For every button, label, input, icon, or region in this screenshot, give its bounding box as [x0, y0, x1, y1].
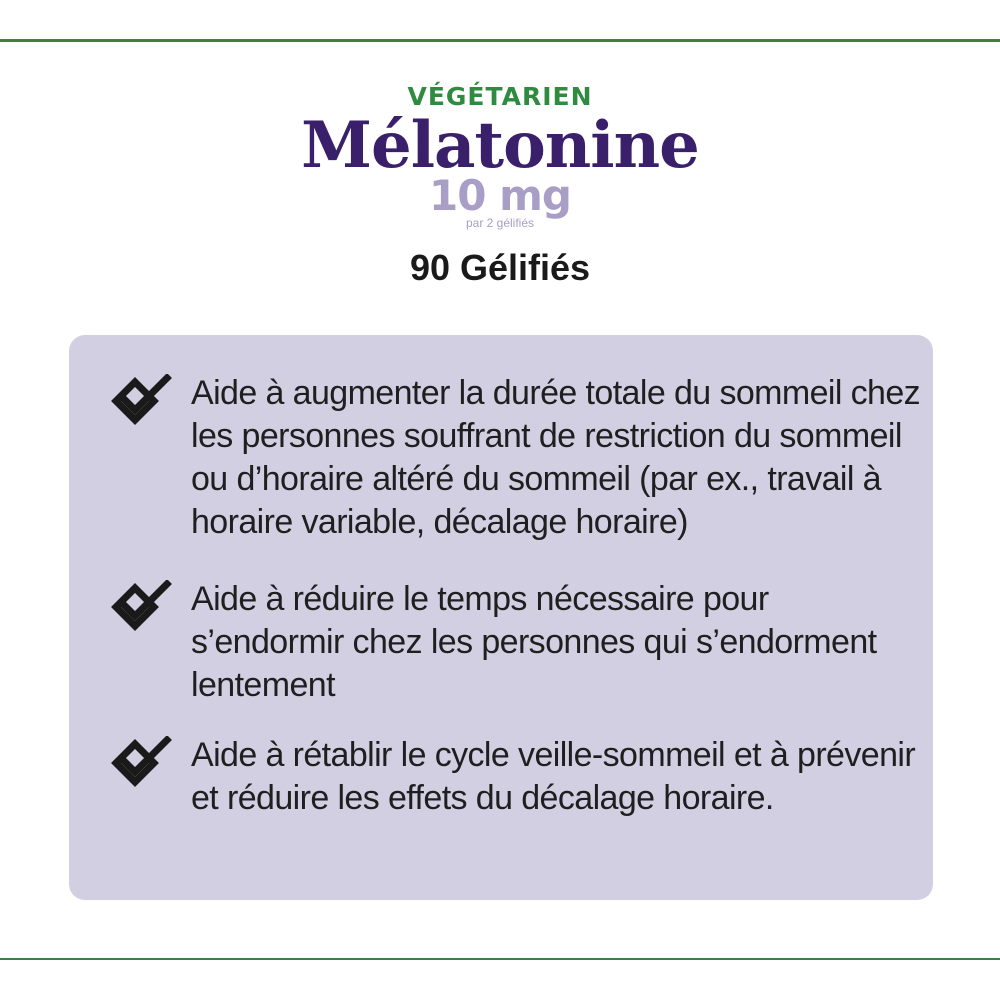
dose-note: par 2 gélifiés [465, 216, 535, 230]
claims-panel [69, 335, 933, 900]
vegetarian-badge: VÉGÉTARIEN [407, 82, 593, 111]
check-diamond-icon [109, 736, 175, 792]
claim-text: Aide à rétablir le cycle veille-sommeil et à prévenir et réduire les effets du décalage horaire. [191, 736, 916, 817]
check-diamond-icon [109, 374, 175, 430]
product-name: Mélatonine [301, 108, 699, 183]
top-divider [0, 39, 1000, 42]
claim-text: Aide à réduire le temps nécessaire pour s’endormir chez les personnes qui s’endorment lentement [191, 580, 877, 704]
claim-text: Aide à augmenter la durée totale du sommeil chez les personnes souffrant de restriction du sommeil ou d’horaire altéré du sommeil (par ex., travail à horaire variable, décalage horaire) [191, 374, 921, 541]
product-header [0, 82, 1000, 288]
bottom-divider [0, 958, 1000, 960]
dose-strength: 10 mg [429, 171, 571, 220]
softgel-count: 90 Gélifiés [409, 247, 591, 288]
check-diamond-icon [109, 580, 175, 636]
